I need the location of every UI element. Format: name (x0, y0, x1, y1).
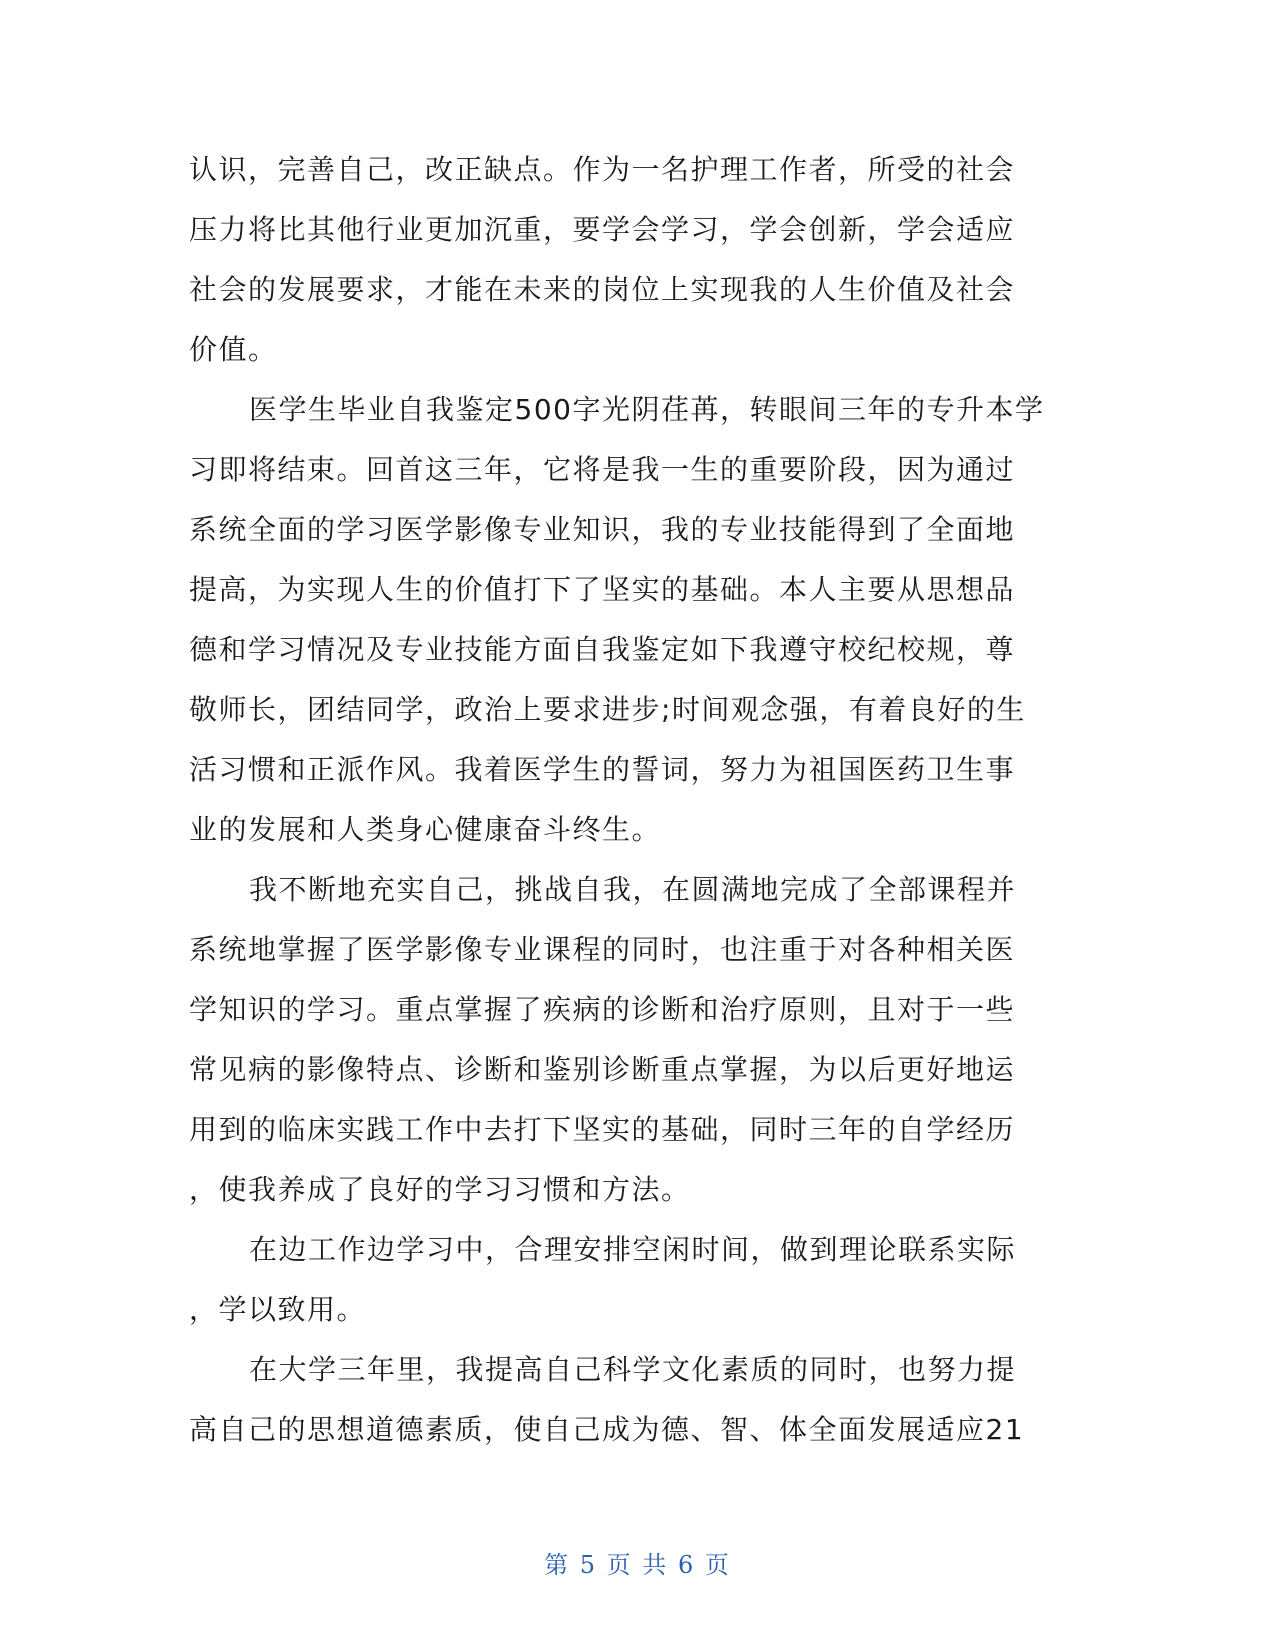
text-line: 提高，为实现人生的价值打下了坚实的基础。本人主要从思想品 (189, 573, 1016, 606)
text-line: 社会的发展要求，才能在未来的岗位上实现我的人生价值及社会 (189, 273, 1016, 306)
paragraph-start-line: 在边工作边学习中，合理安排空闲时间，做到理论联系实际 (249, 1233, 1017, 1266)
text-line: 认识，完善自己，改正缺点。作为一名护理工作者，所受的社会 (189, 153, 1016, 186)
text-line: ，使我养成了良好的学习习惯和方法。 (189, 1173, 691, 1206)
document-body (189, 140, 1089, 1460)
text-line: 活习惯和正派作风。我着医学生的誓词，努力为祖国医药卫生事 (189, 753, 1016, 786)
paragraph-start-line: 在大学三年里，我提高自己科学文化素质的同时，也努力提 (249, 1353, 1017, 1386)
text-line: 学知识的学习。重点掌握了疾病的诊断和治疗原则，且对于一些 (189, 993, 1016, 1026)
text-line: 系统全面的学习医学影像专业知识，我的专业技能得到了全面地 (189, 513, 1016, 546)
text-line: 价值。 (189, 333, 278, 366)
text-line: ，学以致用。 (189, 1293, 367, 1326)
text-line: 常见病的影像特点、诊断和鉴别诊断重点掌握，为以后更好地运 (189, 1053, 1016, 1086)
page-number-footer: 第 5 页 共 6 页 (544, 1551, 731, 1579)
text-line: 德和学习情况及专业技能方面自我鉴定如下我遵守校纪校规，尊 (189, 633, 1016, 666)
paragraph-start-line: 医学生毕业自我鉴定500字光阴荏苒，转眼间三年的专升本学 (249, 393, 1045, 426)
text-line: 高自己的思想道德素质，使自己成为德、智、体全面发展适应21 (189, 1413, 1025, 1446)
text-line: 习即将结束。回首这三年，它将是我一生的重要阶段，因为通过 (189, 453, 1016, 486)
paragraph-start-line: 我不断地充实自己，挑战自我，在圆满地完成了全部课程并 (249, 873, 1017, 906)
text-line: 用到的临床实践工作中去打下坚实的基础，同时三年的自学经历 (189, 1113, 1016, 1146)
text-line: 系统地掌握了医学影像专业课程的同时，也注重于对各种相关医 (189, 933, 1016, 966)
text-line: 压力将比其他行业更加沉重，要学会学习，学会创新，学会适应 (189, 213, 1016, 246)
text-line: 敬师长，团结同学，政治上要求进步;时间观念强，有着良好的生 (189, 693, 1026, 726)
text-line: 业的发展和人类身心健康奋斗终生。 (189, 813, 662, 846)
